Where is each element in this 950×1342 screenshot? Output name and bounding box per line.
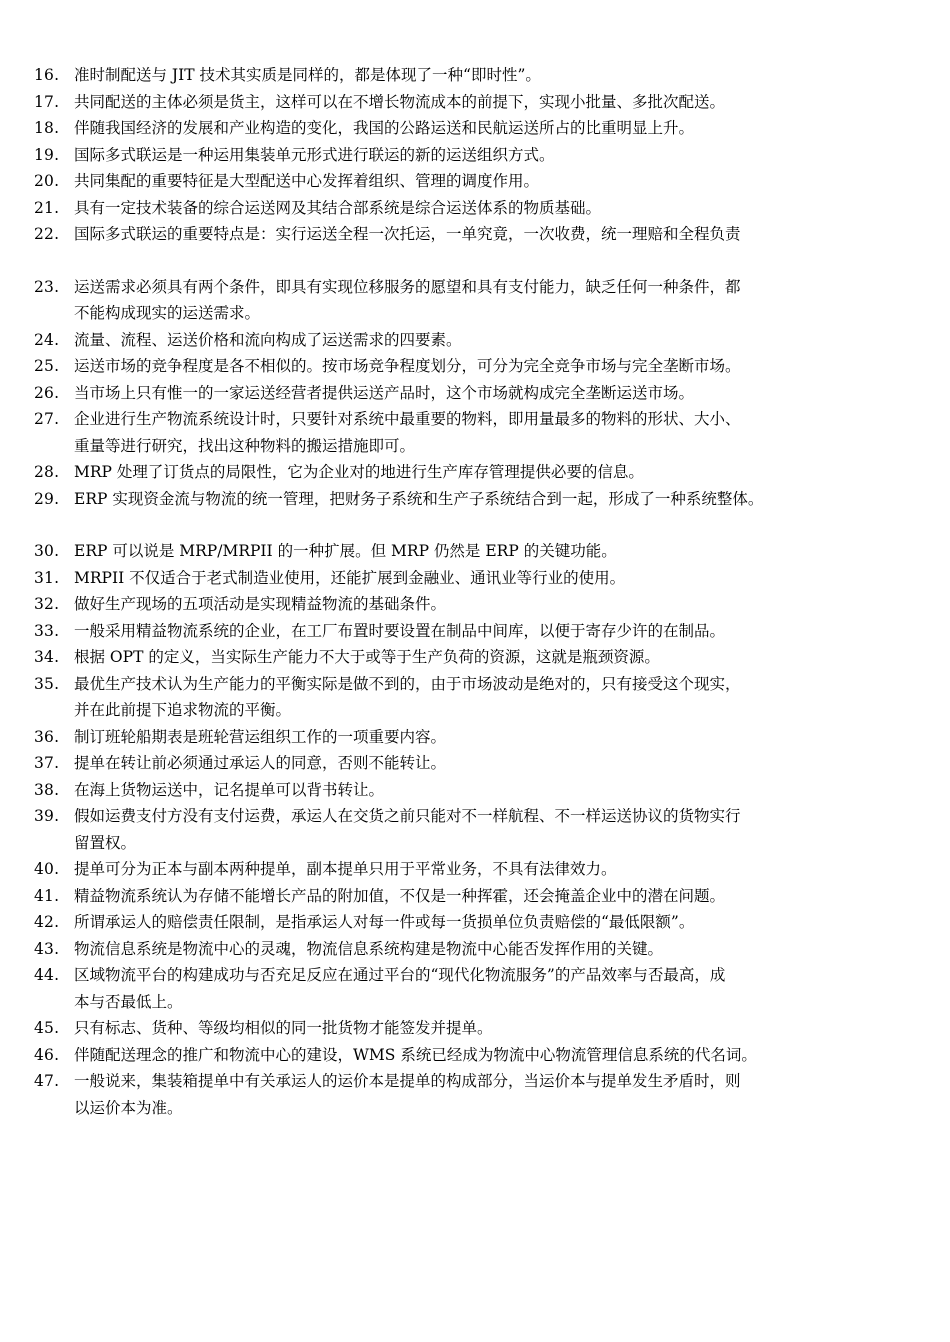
statement-item	[34, 274, 934, 327]
statement-text: MRP 处理了订货点的局限性，它为企业对的地进行生产库存管理提供必要的信息。	[74, 463, 644, 481]
statement-item	[34, 565, 934, 592]
statement-text: 最优生产技术认为生产能力的平衡实际是做不到的，由于市场波动是绝对的，只有接受这个现实， 并在此前提下追求物流的平衡。	[74, 674, 741, 719]
statement-text: 提单在转让前必须通过承运人的同意，否则不能转让。	[74, 754, 447, 772]
statement-text: 伴随我国经济的发展和产业构造的变化，我国的公路运送和民航运送所占的比重明显上升。	[74, 119, 695, 137]
statement-number: 17.	[34, 92, 60, 111]
statement-text: 准时制配送与 JIT 技术其实质是同样的，都是体现了一种“即时性”。	[74, 66, 541, 84]
statement-list	[34, 62, 934, 1121]
statement-item	[34, 1042, 934, 1069]
statement-number: 46.	[34, 1045, 60, 1064]
statement-number: 24.	[34, 330, 60, 349]
statement-number: 16.	[34, 66, 60, 84]
statement-number: 38.	[34, 780, 60, 799]
statement-number: 28.	[34, 463, 60, 481]
statement-text: 区域物流平台的构建成功与否充足反应在通过平台的“现代化物流服务”的产品效率与否最高，成 本与否最低上。	[74, 966, 726, 1011]
statement-number: 35.	[34, 674, 60, 693]
statement-text: 企业进行生产物流系统设计时，只要针对系统中最重要的物料，即用量最多的物料的形状、大小、 重量等进行研究，找出这种物料的搬运措施即可。	[74, 410, 741, 455]
statement-item	[34, 221, 934, 248]
statement-item	[34, 618, 934, 645]
statement-number: 22.	[34, 225, 60, 243]
statement-number: 23.	[34, 277, 60, 296]
statement-item	[34, 538, 934, 565]
statement-item	[34, 142, 934, 169]
statement-number: 41.	[34, 886, 60, 905]
statement-item	[34, 644, 934, 671]
statement-text: 根据 OPT 的定义，当实际生产能力不大于或等于生产负荷的资源，这就是瓶颈资源。	[74, 648, 660, 666]
statement-item	[34, 62, 934, 89]
statement-item	[34, 777, 934, 804]
statement-text: 国际多式联运是一种运用集装单元形式进行联运的新的运送组织方式。	[74, 145, 555, 164]
statement-text: 精益物流系统认为存储不能增长产品的附加值，不仅是一种挥霍，还会掩盖企业中的潜在问题。	[74, 886, 726, 905]
statement-text: 共同集配的重要特征是大型配送中心发挥着组织、管理的调度作用。	[74, 172, 540, 190]
statement-text: 所谓承运人的赔偿责任限制，是指承运人对每一件或每一货损单位负责赔偿的“最低限额”。	[74, 913, 695, 931]
statement-item	[34, 195, 934, 222]
statement-number: 37.	[34, 754, 60, 772]
statement-text: 运送市场的竞争程度是各不相似的。按市场竞争程度划分，可分为完全竞争市场与完全垄断市场。	[74, 357, 741, 375]
statement-number: 36.	[34, 727, 60, 746]
statement-text: ERP 实现资金流与物流的统一管理，把财务子系统和生产子系统结合到一起，形成了一种系统整体。	[74, 489, 764, 508]
statement-item	[34, 671, 934, 724]
statement-number: 32.	[34, 595, 60, 613]
statement-text: 一般说来，集装箱提单中有关承运人的运价本是提单的构成部分，当运价本与提单发生矛盾时，则 以运价本为准。	[74, 1072, 741, 1117]
statement-text: 运送需求必须具有两个条件，即具有实现位移服务的愿望和具有支付能力，缺乏任何一种条件，都 不能构成现实的运送需求。	[74, 277, 741, 322]
statement-number: 39.	[34, 807, 60, 825]
statement-item	[34, 856, 934, 883]
statement-number: 31.	[34, 568, 60, 587]
statement-number: 30.	[34, 542, 60, 560]
statement-item	[34, 803, 934, 856]
statement-text: 制订班轮船期表是班轮营运组织工作的一项重要内容。	[74, 727, 447, 746]
statement-text: 共同配送的主体必须是货主，这样可以在不增长物流成本的前提下，实现小批量、多批次配送。	[74, 92, 726, 111]
statement-number: 43.	[34, 939, 60, 958]
statement-item	[34, 750, 934, 777]
statement-number: 29.	[34, 489, 60, 508]
statement-text: MRPII 不仅适合于老式制造业使用，还能扩展到金融业、通讯业等行业的使用。	[74, 568, 626, 587]
statement-text: 提单可分为正本与副本两种提单，副本提单只用于平常业务，不具有法律效力。	[74, 860, 617, 878]
statement-number: 34.	[34, 648, 60, 666]
statement-number: 18.	[34, 119, 60, 137]
statement-item	[34, 459, 934, 486]
statement-text: 一般采用精益物流系统的企业，在工厂布置时要设置在制品中间库，以便于寄存少许的在制品。	[74, 621, 726, 640]
statement-text: 流量、流程、运送价格和流向构成了运送需求的四要素。	[74, 330, 462, 349]
statement-number: 20.	[34, 172, 60, 190]
statement-item	[34, 1068, 934, 1121]
statement-text: 假如运费支付方没有支付运费，承运人在交货之前只能对不一样航程、不一样运送协议的货物实行 留置权。	[74, 807, 741, 852]
statement-number: 47.	[34, 1072, 60, 1090]
statement-number: 19.	[34, 145, 60, 164]
statement-number: 44.	[34, 966, 60, 984]
statement-number: 21.	[34, 198, 60, 217]
statement-item	[34, 962, 934, 1015]
statement-item	[34, 909, 934, 936]
statement-number: 33.	[34, 621, 60, 640]
statement-item	[34, 486, 934, 513]
statement-item	[34, 115, 934, 142]
statement-text: ERP 可以说是 MRP/MRPII 的一种扩展。但 MRP 仍然是 ERP 的关键功能。	[74, 542, 617, 560]
statement-item	[34, 936, 934, 963]
statement-item	[34, 380, 934, 407]
statement-text: 国际多式联运的重要特点是：实行运送全程一次托运，一单究竟，一次收费，统一理赔和全程负责	[74, 225, 741, 243]
statement-item	[34, 168, 934, 195]
statement-text: 伴随配送理念的推广和物流中心的建设，WMS 系统已经成为物流中心物流管理信息系统的代名词。	[74, 1045, 757, 1064]
statement-text: 做好生产现场的五项活动是实现精益物流的基础条件。	[74, 595, 447, 613]
statement-item	[34, 883, 934, 910]
statement-number: 42.	[34, 913, 60, 931]
statement-number: 25.	[34, 357, 60, 375]
statement-item	[34, 353, 934, 380]
statement-text: 物流信息系统是物流中心的灵魂，物流信息系统构建是物流中心能否发挥作用的关键。	[74, 939, 664, 958]
statement-text: 在海上货物运送中，记名提单可以背书转让。	[74, 780, 385, 799]
statement-item	[34, 327, 934, 354]
statement-text: 只有标志、货种、等级均相似的同一批货物才能签发并提单。	[74, 1019, 493, 1037]
statement-number: 26.	[34, 383, 60, 402]
statement-number: 45.	[34, 1019, 60, 1037]
statement-item	[34, 1015, 934, 1042]
statement-item	[34, 591, 934, 618]
statement-item	[34, 89, 934, 116]
statement-number: 27.	[34, 410, 60, 428]
statement-item	[34, 406, 934, 459]
statement-number: 40.	[34, 860, 60, 878]
statement-text: 具有一定技术装备的综合运送网及其结合部系统是综合运送体系的物质基础。	[74, 198, 602, 217]
statement-item	[34, 724, 934, 751]
statement-text: 当市场上只有惟一的一家运送经营者提供运送产品时，这个市场就构成完全垄断运送市场。	[74, 383, 695, 402]
